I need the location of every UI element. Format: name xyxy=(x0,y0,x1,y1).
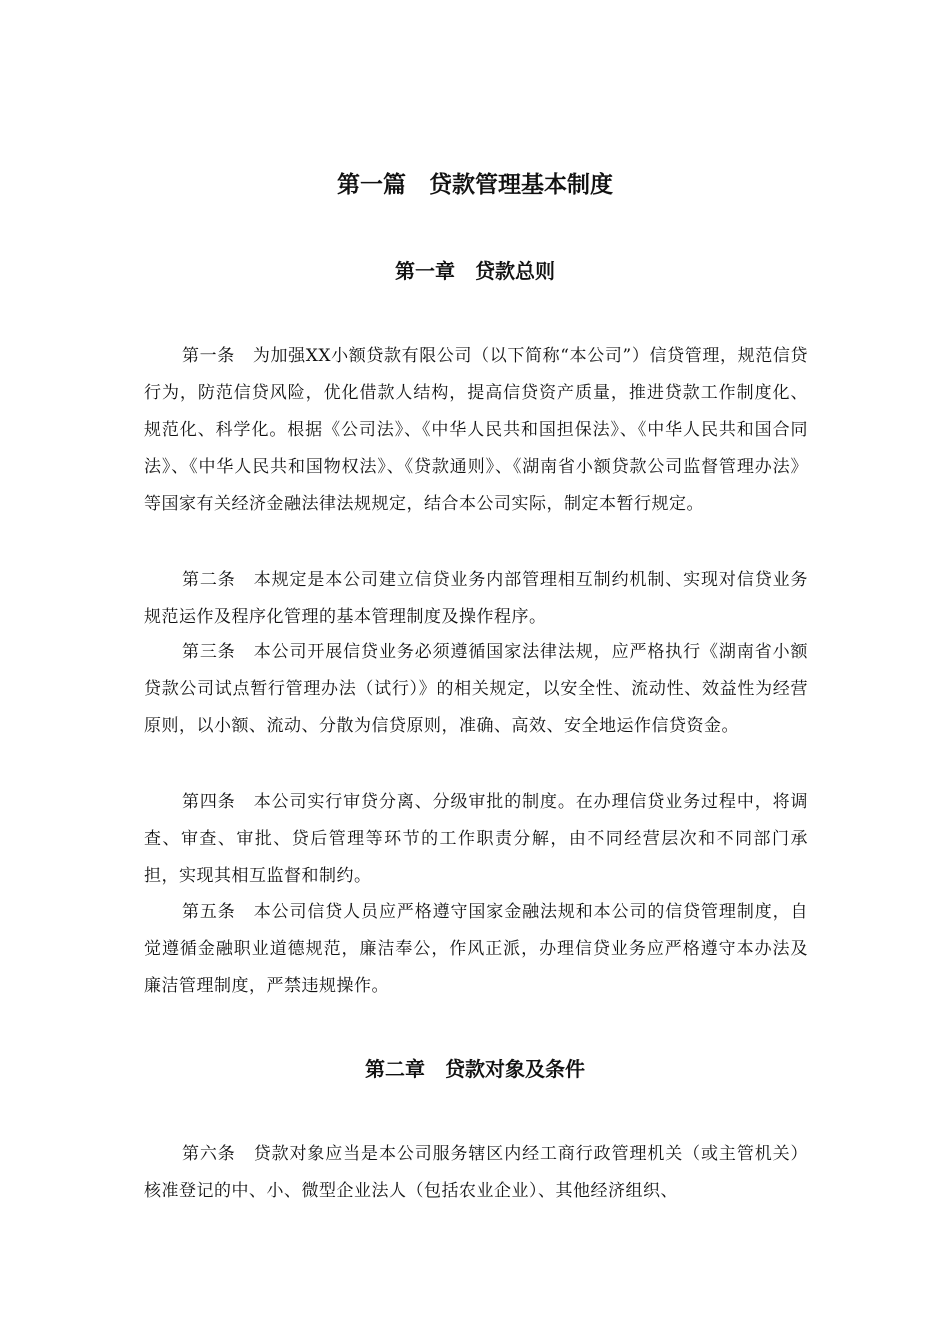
article-paragraph xyxy=(144,1136,808,1210)
article-paragraph xyxy=(144,338,808,523)
article-number: 第六条 xyxy=(182,1144,236,1164)
article-number: 第五条 xyxy=(182,902,236,922)
chapter-title: 第一章 贷款总则 xyxy=(395,259,555,283)
part-title: 第一篇 贷款管理基本制度 xyxy=(337,172,613,198)
article-number: 第二条 xyxy=(182,570,236,590)
article-text: 本公司实行审贷分离、分级审批的制度。在办理信贷业务过程中，将调查、审查、审批、贷后管理等环节的工作职责分解，由不同经营层次和不同部门承担，实现其相互监督和制约。 xyxy=(144,792,809,886)
article-text: 本公司信贷人员应严格遵守国家金融法规和本公司的信贷管理制度，自觉遵循金融职业道德规范，廉洁奉公，作风正派，办理信贷业务应严格遵守本办法及廉洁管理制度，严禁违规操作。 xyxy=(144,902,809,996)
article-number: 第四条 xyxy=(182,792,236,812)
article-text: 贷款对象应当是本公司服务辖区内经工商行政管理机关（或主管机关）核准登记的中、小、微型企业法人（包括农业企业）、其他经济组织、 xyxy=(144,1144,809,1201)
article-number: 第三条 xyxy=(182,642,236,662)
article-paragraph xyxy=(144,784,808,895)
article-text: 本规定是本公司建立信贷业务内部管理相互制约机制、实现对信贷业务规范运作及程序化管理的基本管理制度及操作程序。 xyxy=(144,570,809,627)
article-paragraph xyxy=(144,894,808,1005)
article-paragraph xyxy=(144,562,808,636)
article-number: 第一条 xyxy=(182,346,235,366)
article-text: 为加强XX小额贷款有限公司（以下简称“本公司”）信贷管理，规范信贷行为，防范信贷风险，优化借款人结构，提高信贷资产质量，推进贷款工作制度化、规范化、科学化。根据《公司法》、《中华人民共和国担保法》、《中华人民共和国合同法》、《中华人民共和国物权法》、《贷款通则》、《湖南省小额贷款公司监督管理办法》等国家有关经济金融法律法规规定，结合本公司实际，制定本暂行规定。 xyxy=(144,346,808,514)
chapter-title: 第二章 贷款对象及条件 xyxy=(365,1057,585,1081)
article-paragraph xyxy=(144,634,808,745)
article-text: 本公司开展信贷业务必须遵循国家法律法规，应严格执行《湖南省小额贷款公司试点暂行管理办法（试行）》的相关规定，以安全性、流动性、效益性为经营原则，以小额、流动、分散为信贷原则，准确、高效、安全地运作信贷资金。 xyxy=(144,642,809,736)
